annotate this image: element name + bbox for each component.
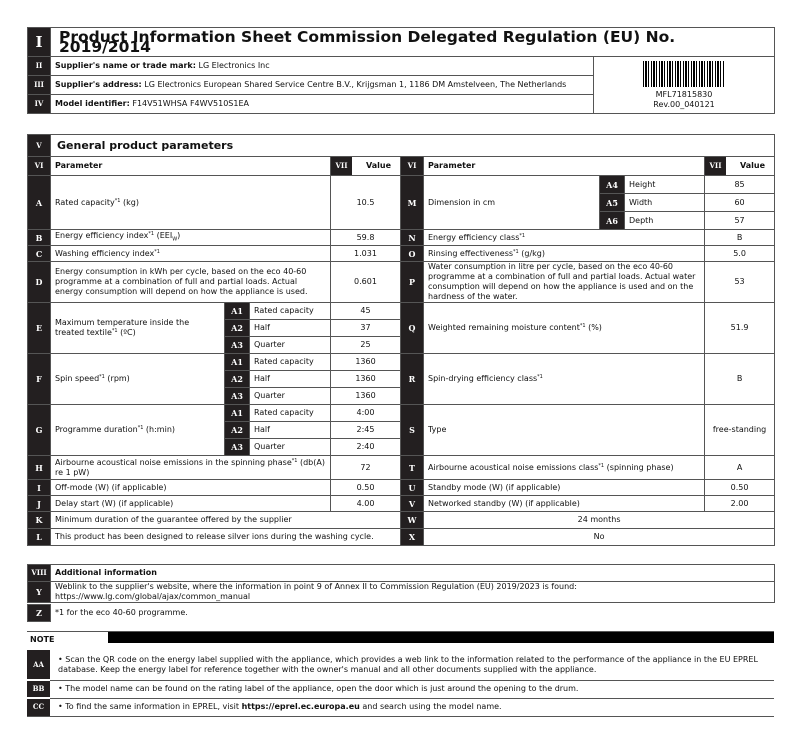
row-key: H (28, 456, 51, 480)
value-off-mode: 0.50 (331, 480, 401, 496)
note-item: • Scan the QR code on the energy label supplied with the appliance, which provides a web link to the information related to the performance of the appliance in the EU EPREL database. Keep the energy label for reference together with the owner's manual and all other documents supplied with the appliance. (50, 650, 774, 680)
header-table (27, 27, 775, 114)
param-water-consumption: Water consumption in litre per cycle, based on the eco 40-60 programme at a combination of full and partial loads. Actual water consumption will depend on how the appliance is used and on the hardness of the water. (424, 262, 705, 303)
value-standby: 0.50 (705, 480, 775, 496)
param-delay-start: Delay start (W) (if applicable) (51, 496, 331, 512)
value-eei: 59.8 (331, 230, 401, 246)
row-key: I (28, 480, 51, 496)
sub-label: Half (250, 371, 331, 388)
note-key: AA (27, 650, 50, 680)
sub-label: Half (250, 320, 331, 337)
value-rinsing: 5.0 (705, 246, 775, 262)
param-eei: Energy efficiency index$^{*1}$ $(EEI_W)$ (51, 230, 331, 246)
footnote-table (27, 604, 775, 622)
param-standby: Standby mode (W) (if applicable) (424, 480, 705, 496)
general-parameters-table (27, 134, 775, 546)
row-key: Y (28, 582, 51, 603)
param-max-temperature: Maximum temperature inside the treated textile$^{*1}$ (ºC) (51, 303, 225, 354)
sub-label: Depth (625, 212, 705, 230)
value-spin-rated: 1360 (331, 354, 401, 371)
param-guarantee: Minimum duration of the guarantee offered by the supplier (51, 512, 401, 529)
row-key: M (401, 176, 424, 230)
row-key: F (28, 354, 51, 405)
barcode-revision: Rev.00_040121 (653, 99, 715, 109)
col-key: VI (28, 157, 51, 176)
note-table (27, 650, 774, 717)
param-programme-duration: Programme duration$^{*1}$ (h:min) (51, 405, 225, 456)
sub-key: A5 (600, 194, 625, 212)
value-depth: 57 (705, 212, 775, 230)
row-key: Q (401, 303, 424, 354)
value-type: free-standing (705, 405, 775, 456)
sub-key: A4 (600, 176, 625, 194)
sub-label: Rated capacity (250, 354, 331, 371)
row-key: T (401, 456, 424, 480)
param-rated-capacity: Rated capacity$^{*1}$ (kg) (51, 176, 331, 230)
row-key: A (28, 176, 51, 230)
param-off-mode: Off-mode (W) (if applicable) (51, 480, 331, 496)
value-energy-consumption: 0.601 (331, 262, 401, 303)
sub-key: A3 (225, 337, 250, 354)
value-networked-standby: 2.00 (705, 496, 775, 512)
param-spin-class: Spin-drying efficiency class$^{*1}$ (424, 354, 705, 405)
sub-key: A1 (225, 405, 250, 422)
value-energy-class: B (705, 230, 775, 246)
param-noise-class: Airbourne acoustical noise emissions class$^{*1}$ (spinning phase) (424, 456, 705, 480)
row-key: D (28, 262, 51, 303)
param-energy-consumption: Energy consumption in kWh per cycle, based on the eco 40-60 programme at a combination of full and partial loads. Actual energy consumption will depend on how the appliance is used. (51, 262, 331, 303)
row-key: II (28, 57, 51, 76)
footnote-text: *1 for the eco 40-60 programme. (55, 608, 188, 617)
value-spin-half: 1360 (331, 371, 401, 388)
param-dimension: Dimension in cm (424, 176, 600, 230)
row-key: L (28, 529, 51, 546)
param-rinsing: Rinsing effectiveness$^{*1}$ (g/kg) (424, 246, 705, 262)
supplier-address: Supplier's address: LG Electronics European Shared Service Centre B.V., Krijgsman 1, 1186 DM Amstelveen, The Netherlands (51, 76, 594, 95)
sub-key: A3 (225, 439, 250, 456)
value-duration-rated: 4:00 (331, 405, 401, 422)
note-bar (108, 632, 774, 643)
row-key: W (401, 512, 424, 529)
row-key: O (401, 246, 424, 262)
sub-key: A1 (225, 303, 250, 320)
param-spin-speed: Spin speed$^{*1}$ (rpm) (51, 354, 225, 405)
section-key: VIII (28, 565, 51, 582)
value-washing-index: 1.031 (331, 246, 401, 262)
row-key: C (28, 246, 51, 262)
row-key: E (28, 303, 51, 354)
row-key: S (401, 405, 424, 456)
sub-key: A2 (225, 422, 250, 439)
parameter-header: Parameter (424, 157, 705, 176)
row-key: Z (28, 605, 51, 622)
sub-label: Height (625, 176, 705, 194)
param-noise-emissions: Airbourne acoustical noise emissions in the spinning phase$^{*1}$ (db(A) re 1 pW) (51, 456, 331, 480)
sub-label: Quarter (250, 439, 331, 456)
note-key: CC (27, 698, 50, 716)
value-rated-capacity: 10.5 (331, 176, 401, 230)
value-temp-half: 37 (331, 320, 401, 337)
row-key: G (28, 405, 51, 456)
row-key: V (401, 496, 424, 512)
row-key: X (401, 529, 424, 546)
sub-label: Width (625, 194, 705, 212)
param-energy-class: Energy efficiency class$^{*1}$ (424, 230, 705, 246)
value-duration-quarter: 2:40 (331, 439, 401, 456)
value-water-consumption: 53 (705, 262, 775, 303)
value-guarantee: 24 months (424, 512, 775, 529)
param-silver-ions: This product has been designed to release silver ions during the washing cycle. (51, 529, 401, 546)
sub-label: Quarter (250, 388, 331, 405)
row-key: K (28, 512, 51, 529)
sub-label: Quarter (250, 337, 331, 354)
sub-key: A3 (225, 388, 250, 405)
eprel-link[interactable]: https://eprel.ec.europa.eu (241, 702, 360, 711)
row-key: R (401, 354, 424, 405)
barcode-number: MFL71815830 (655, 89, 713, 99)
value-moisture: 51.9 (705, 303, 775, 354)
barcode-block (594, 57, 775, 114)
value-duration-half: 2:45 (331, 422, 401, 439)
section-key: I (28, 28, 51, 57)
section-title: General product parameters (51, 135, 775, 157)
row-key: U (401, 480, 424, 496)
sub-label: Half (250, 422, 331, 439)
value-delay-start: 4.00 (331, 496, 401, 512)
model-identifier: Model identifier: F14V51WHSA F4WV510S1EA (51, 95, 594, 114)
barcode-image (643, 61, 725, 87)
row-key: N (401, 230, 424, 246)
param-type: Type (424, 405, 705, 456)
sub-key: A2 (225, 320, 250, 337)
value-width: 60 (705, 194, 775, 212)
col-key: VI (401, 157, 424, 176)
row-key: P (401, 262, 424, 303)
section-title: Additional information (51, 565, 775, 582)
parameter-header: Parameter (51, 157, 331, 176)
value-header: VII Value (331, 157, 401, 176)
section-key: V (28, 135, 51, 157)
note-key: BB (27, 680, 50, 698)
note-header (27, 631, 774, 645)
page-title: Product Information Sheet Commission Delegated Regulation (EU) No. 2019/2014 (51, 28, 775, 57)
param-networked-standby: Networked standby (W) (if applicable) (424, 496, 705, 512)
param-washing-index: Washing efficiency index$^{*1}$ (51, 246, 331, 262)
sub-key: A6 (600, 212, 625, 230)
value-spin-quarter: 1360 (331, 388, 401, 405)
note-item: • The model name can be found on the rating label of the appliance, open the door which is just around the opening to the drum. (50, 680, 774, 698)
supplier-weblink: Weblink to the supplier's website, where the information in point 9 of Annex II to Commission Regulation (EU) 2019/2023 is found: https://www.lg.com/global/ajax/common_manual (51, 582, 775, 603)
supplier-name: Supplier's name or trade mark: LG Electronics Inc (51, 57, 594, 76)
sub-key: A1 (225, 354, 250, 371)
row-key: B (28, 230, 51, 246)
row-key: III (28, 76, 51, 95)
value-spin-class: B (705, 354, 775, 405)
sub-label: Rated capacity (250, 405, 331, 422)
value-height: 85 (705, 176, 775, 194)
sub-label: Rated capacity (250, 303, 331, 320)
value-silver-ions: No (424, 529, 775, 546)
value-header: VII Value (705, 157, 775, 176)
row-key: IV (28, 95, 51, 114)
value-temp-rated: 45 (331, 303, 401, 320)
value-noise-class: A (705, 456, 775, 480)
note-title: NOTE (30, 635, 55, 644)
param-moisture: Weighted remaining moisture content$^{*1}$ (%) (424, 303, 705, 354)
value-noise-emissions: 72 (331, 456, 401, 480)
note-item: • To find the same information in EPREL, visit https://eprel.ec.europa.eu and search using the model name. (50, 698, 774, 716)
sub-key: A2 (225, 371, 250, 388)
value-temp-quarter: 25 (331, 337, 401, 354)
row-key: J (28, 496, 51, 512)
additional-info-table (27, 564, 775, 603)
